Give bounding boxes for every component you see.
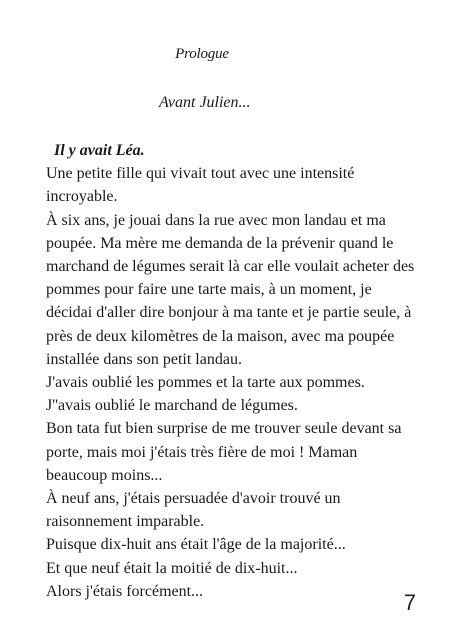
paragraph-1: Une petite fille qui vivait tout avec une intensité incroyable. <box>46 165 355 206</box>
paragraph-6: À neuf ans, j'étais persuadée d'avoir trouvé un raisonnement imparable. <box>46 490 341 531</box>
paragraph-8: Et que neuf était la moitié de dix-huit... <box>46 559 298 577</box>
paragraph-2: À six ans, je jouai dans la rue avec mon landau et ma poupée. Ma mère me demanda de la prévenir quand le marchand de légumes serait là car elle voulait acheter des pommes pour faire une tarte mais, à un moment, je décidai d'aller dire bonjour à ma tante et je partie seule, à près de deux kilomètres de la maison, avec ma poupée installée dans son petit landau. <box>46 211 415 368</box>
chapter-subtitle: Avant Julien... <box>159 94 251 111</box>
paragraph-4: J''avais oublié le marchand de légumes. <box>46 397 298 415</box>
page-number: 7 <box>403 590 416 615</box>
paragraph-7: Puisque dix-huit ans était l'âge de la majorité... <box>46 536 346 554</box>
paragraph-3: J'avais oublié les pommes et la tarte aux pommes. <box>46 374 365 392</box>
chapter-title: Prologue <box>175 46 229 62</box>
body-text <box>46 139 416 603</box>
lead-sentence: Il y avait Léa. <box>54 142 145 159</box>
paragraph-9: Alors j'étais forcément... <box>46 582 204 600</box>
paragraph-5: Bon tata fut bien surprise de me trouver seule devant sa porte, mais moi j'étais très fière de moi ! Maman beaucoup moins... <box>46 420 402 484</box>
